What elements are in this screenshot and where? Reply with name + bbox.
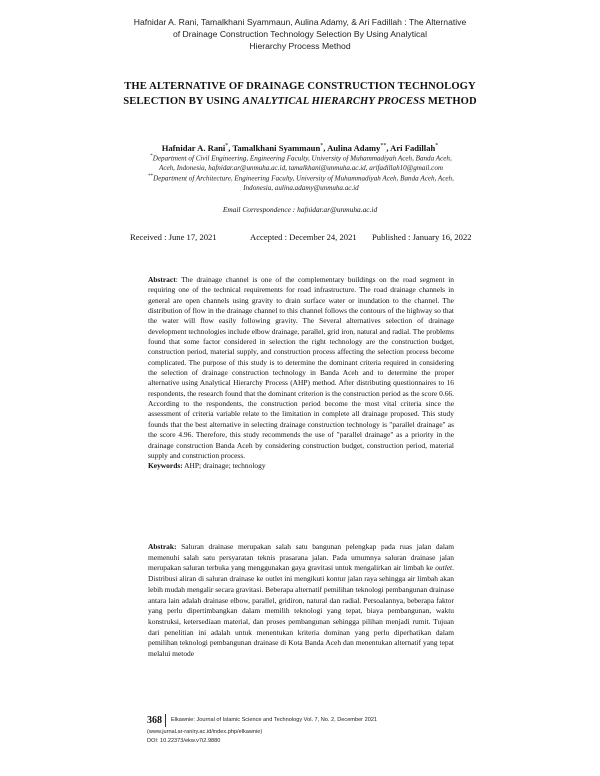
author-name: , Aulina Adamy	[323, 142, 381, 153]
footer-divider	[165, 714, 166, 727]
affiliation-line	[128, 152, 474, 164]
affiliation-line: Indonesia, aulina.adamy@unmuha.ac.id	[243, 183, 359, 192]
affiliation-line	[128, 172, 474, 184]
journal-citation: Elkawnie: Journal of Islamic Science and Technology Vol. 7, No. 2, December 2021	[171, 717, 378, 723]
abstract-english	[148, 275, 454, 472]
title-line: THE ALTERNATIVE OF DRAINAGE CONSTRUCTION TECHNOLOGY	[124, 81, 476, 92]
abstrak-text: . Distribusi aliran di saluran drainase ke outlet ini mengikuti kontur jalan raya sehingga air limbah akan lebih mudah mengalir secara gravitasi. Beberapa alternatif pemilihan teknologi pembangunan drainase antara lain adalah drainase elbow, parallel, gridiron, natural dan radial. Persoalannya, beberapa faktor yang perlu dipertimbangkan dalam memilih teknologi yang tepat, biaya pembangunan, waktu konstruksi, ketersediaan material, dan proses pembangunan sehingga pilihan menjadi rumit. Tujuan dari penelitian ini adalah untuk menentukan kriteria dominan yang perlu diperhatikan dalam pemilihan teknologi pembangunan drainase di Kota Banda Aceh dan menentukan alternatif yang tepat melalui metode	[148, 563, 454, 659]
affiliation-marker: **	[148, 174, 154, 179]
abstrak-label: Abstrak:	[148, 542, 177, 551]
title-line	[110, 94, 490, 109]
abstract-paragraph	[148, 542, 454, 660]
author-marker: *	[320, 143, 324, 149]
abstract-paragraph	[148, 275, 454, 461]
running-head	[100, 16, 500, 52]
title-segment: METHOD	[425, 96, 477, 107]
author-name: Hafnidar A. Rani	[161, 142, 226, 153]
affiliation-architecture	[128, 172, 474, 193]
page-number: 368	[147, 715, 162, 726]
journal-url[interactable]: (www.jurnal.ar-raniry.ac.id/index.php/elkawnie)	[147, 729, 263, 735]
email-correspondence: Email Correspondence : hafnidar.ar@unmuha.ac.id	[222, 205, 378, 214]
abstract-label: Abstract	[148, 275, 176, 284]
running-head-line: of Drainage Construction Technology Selection By Using Analytical	[173, 29, 427, 39]
published-date: Published : January 16, 2022	[372, 232, 472, 242]
title-italic-segment: ANALYTICAL HIERARCHY PROCESS	[242, 96, 426, 107]
affiliation-civil	[128, 152, 474, 173]
doi[interactable]: DOI: 10.22373/ekw.v7i2.9880	[147, 738, 221, 744]
received-date: Received : June 17, 2021	[130, 232, 217, 242]
affiliation-line: Aceh, Indonesia, hafnidar.ar@unmuha.ac.id, tamalkhani@unmuha.ac.id, arifadillah10@gmail.com	[159, 163, 443, 172]
running-head-line: Hierarchy Process Method	[249, 41, 351, 51]
abstrak-italic: outlet	[435, 563, 453, 573]
author-marker: **	[380, 143, 387, 149]
accepted-date: Accepted : December 24, 2021	[250, 232, 357, 242]
author-marker: *	[225, 143, 229, 149]
affiliation-marker: *	[150, 154, 153, 159]
paper-title	[110, 79, 490, 109]
author-name: , Tamalkhani Syammaun	[228, 142, 321, 153]
abstract-indonesian	[148, 542, 454, 660]
affiliation-text: Department of Civil Engineering, Engineering Faculty, University of Muhammadiyah Aceh, Banda Aceh,	[152, 154, 452, 163]
title-segment: SELECTION BY USING	[123, 96, 243, 107]
author-marker: *	[435, 143, 439, 149]
abstrak-text: Saluran drainase merupakan salah satu bangunan pelengkap pada ruas jalan dalam memenuhi salah satu persyaratan teknis prasarana jalan. Pada umumnya saluran drainase jalan merupakan saluran terbuka yang menggunakan gaya gravitasi untuk mengalirkan air limbah ke	[148, 542, 454, 573]
keywords	[148, 461, 454, 471]
keywords-label: Keywords:	[148, 461, 183, 471]
author-name: , Ari Fadillah	[386, 142, 436, 153]
affiliation-text: Department of Architecture, Engineering Faculty, University of Muhammadiyah Aceh, Banda Aceh, Aceh,	[153, 174, 454, 183]
abstract-text: : The drainage channel is one of the complementary buildings on the road segment in requiring one of the technical requirements for road infrastructure. The road drainage channels in general are open channels using gravity to drain surface water or inundation to the channel. The distribution of flow in the drainage channel to this channel follows the contours of the highway so that the water will flow easily following gravity. The Several alternatives selection of drainage development technologies include elbow drainage, parallel, grid iron, natural and radial. The problems found that some factor considered in selection the right technology are the construction budget, construction period, material supply, and construction process affecting the selection process become complicated. The purpose of this study is to determine the dominant criteria required in considering the selection of drainage construction technology in Banda Aceh and to determine the proper alternative using Analytical Hierarchy Process (AHP) method. After distributing questionnaires to 16 respondents, the research found that the dominant criterion is the construction period as the score 0.66. According to the respondents, the construction period become the most vital criteria since the assessment of criteria variable relate to the limitation in complete all drainage proposed. This study founds that the best alternative in selecting drainage construction technology is "parallel drainage" as the score 4.96. Therefore, this study recommends the use of "parallel drainage" as a priority in the drainage construction Banda Aceh by considering construction budget, construction period, material supply and construction process.	[148, 275, 454, 460]
keywords-text: AHP; drainage; technology	[182, 461, 266, 471]
running-head-line: Hafnidar A. Rani, Tamalkhani Syammaun, Aulina Adamy, & Ari Fadillah : The Alternative	[133, 17, 467, 27]
